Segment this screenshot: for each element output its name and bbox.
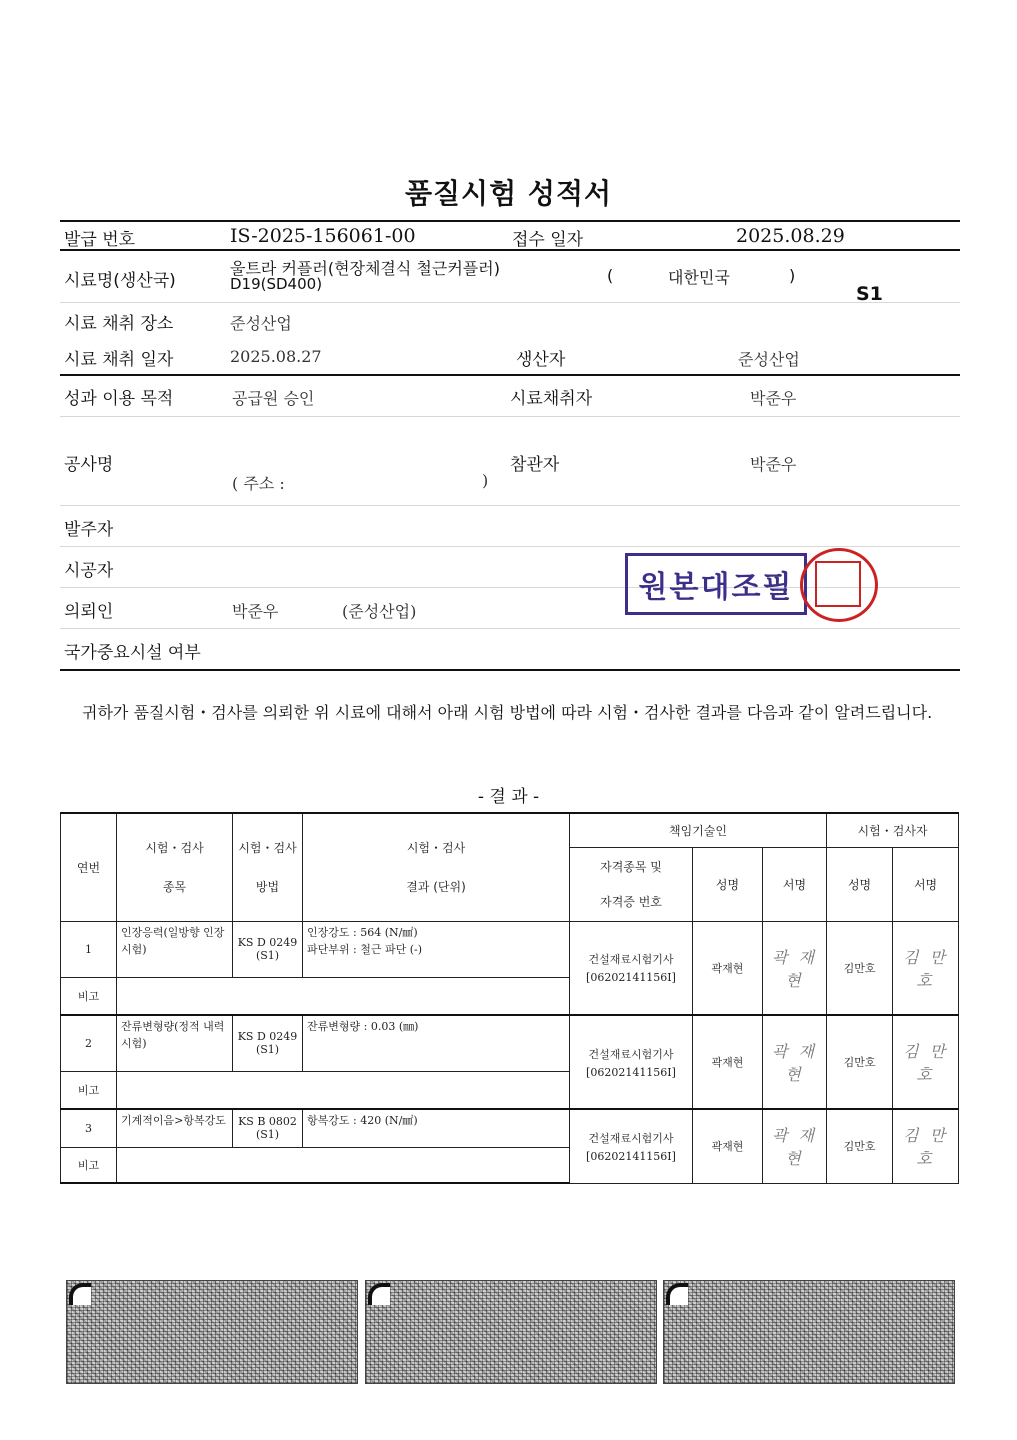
code-corner-icon — [69, 1283, 91, 1305]
row-item-text: 기계적이음>항복강도 — [121, 1114, 226, 1127]
code-corner-icon — [666, 1283, 688, 1305]
row-eng-name: 곽재현 — [693, 1015, 763, 1109]
row-no: 2 — [61, 1015, 117, 1071]
header-no: 연번 — [61, 813, 117, 921]
original-copy-stamp — [625, 553, 807, 615]
row-sample-code: (S1) — [255, 1043, 280, 1057]
row-sample-code: (S1) — [255, 949, 280, 962]
row-remark-value — [117, 977, 570, 1015]
official-seal-icon — [800, 548, 878, 622]
row-eng-name: 곽재현 — [693, 921, 763, 1015]
sampler-label: 시료채취자 — [510, 389, 593, 409]
row-result — [303, 1109, 570, 1147]
intro-text: 귀하가 품질시험・검사를 의뢰한 위 시료에 대해서 아래 시험 방법에 따라 시험・검사한 결과를 다음과 같이 알려드립니다. — [82, 703, 933, 722]
row-no: 1 — [61, 921, 117, 977]
stamp-text: 원본대조필 — [638, 570, 794, 605]
header-rule-6 — [60, 546, 960, 547]
row-result — [303, 1015, 570, 1071]
sample-name-line1: 울트라 커플러(현장체결식 철근커플러) — [230, 259, 500, 278]
header-rule-1 — [60, 249, 960, 251]
header-method-line1: 시험・검사 — [238, 841, 297, 856]
row-qual-no: [06202141156I] — [586, 1149, 676, 1163]
row-method-text: KS D 0249 — [237, 1030, 298, 1044]
row-qualification — [570, 1015, 693, 1109]
header-eng-name: 성명 — [693, 847, 763, 921]
header-method-line2: 방법 — [255, 880, 280, 895]
row-result-line1: 잔류변형량 : 0.03 (㎜) — [307, 1020, 419, 1033]
header-top-rule — [60, 220, 960, 222]
sampler-value: 박준우 — [750, 389, 797, 408]
row-qual: 건설재료시험기사 — [588, 953, 674, 967]
purpose-label: 성과 이용 목적 — [64, 389, 174, 409]
row-result — [303, 921, 570, 977]
row-sample-code: (S1) — [255, 1128, 280, 1142]
header-result — [303, 813, 570, 921]
header-item-line1: 시험・검사 — [145, 841, 204, 856]
row-item-text: 잔류변형량(정적 내력시험) — [121, 1020, 225, 1050]
orderer-label: 발주자 — [64, 520, 114, 540]
country-open-paren: ( — [607, 266, 614, 285]
row-method — [233, 921, 303, 977]
header-tester-name: 성명 — [827, 847, 893, 921]
row-tester-name: 김만호 — [827, 921, 893, 1015]
header-qualification — [570, 847, 693, 921]
project-label: 공사명 — [64, 455, 114, 475]
header-tester: 시험・검사자 — [827, 813, 959, 847]
table-row — [61, 921, 959, 977]
witness-value: 박준우 — [750, 455, 797, 474]
row-tester-signature: 김 만 호 — [893, 921, 959, 1015]
sample-code: S1 — [856, 283, 883, 305]
header-method — [233, 813, 303, 921]
issue-no-value: IS-2025-156061-00 — [230, 225, 416, 247]
client-label: 의뢰인 — [64, 602, 114, 622]
row-method-text: KS B 0802 — [238, 1115, 297, 1129]
header-item — [117, 813, 233, 921]
header-rule-5 — [60, 505, 960, 506]
row-result-line1: 항복강도 : 420 (N/㎟) — [307, 1114, 418, 1127]
client-company: (준성산업) — [342, 602, 417, 621]
header-engineer: 책임기술인 — [570, 813, 827, 847]
document-title: 품질시험 성적서 — [404, 177, 613, 210]
row-tester-signature: 김 만 호 — [893, 1109, 959, 1183]
header-rule-8 — [60, 628, 960, 629]
header-rule-2 — [60, 302, 960, 303]
row-method — [233, 1015, 303, 1071]
header-result-line1: 시험・검사 — [406, 841, 466, 856]
producer-label: 생산자 — [516, 350, 566, 370]
row-item — [117, 1109, 233, 1147]
producer-value: 준성산업 — [738, 350, 800, 369]
row-tester-name: 김만호 — [827, 1015, 893, 1109]
row-remark-label: 비고 — [61, 1147, 117, 1183]
row-tester-name: 김만호 — [827, 1109, 893, 1183]
row-eng-name: 곽재현 — [693, 1109, 763, 1183]
sampling-place-label: 시료 채취 장소 — [64, 314, 174, 334]
code-corner-icon — [368, 1283, 390, 1305]
receipt-date-value: 2025.08.29 — [736, 225, 845, 247]
witness-label: 참관자 — [510, 455, 560, 475]
row-qual-no: [06202141156I] — [586, 1065, 676, 1079]
sampling-date-value: 2025.08.27 — [230, 347, 322, 366]
row-remark-label: 비고 — [61, 977, 117, 1015]
table-row — [61, 1015, 959, 1071]
header-eng-sign: 서명 — [763, 847, 827, 921]
sample-name-label: 시료명(생산국) — [64, 271, 176, 291]
security-code-1 — [66, 1280, 358, 1384]
address-label: ( 주소 : — [232, 474, 285, 493]
header-qual-line2: 자격증 번호 — [600, 895, 662, 909]
row-qual-no: [06202141156I] — [586, 971, 676, 985]
table-row — [61, 1109, 959, 1147]
row-method-text: KS D 0249 — [237, 936, 298, 949]
row-method — [233, 1109, 303, 1147]
security-code-2 — [365, 1280, 657, 1384]
row-qual: 건설재료시험기사 — [588, 1047, 674, 1061]
header-result-line2: 결과 (단위) — [406, 880, 466, 895]
header-qual-line1: 자격종목 및 — [600, 860, 662, 874]
sampling-place-value: 준성산업 — [230, 314, 292, 333]
row-qualification — [570, 921, 693, 1015]
row-remark-value — [117, 1147, 570, 1183]
country-value: 대한민국 — [668, 268, 730, 287]
sample-name-line2: D19(SD400) — [230, 275, 323, 293]
sampling-date-label: 시료 채취 일자 — [64, 350, 174, 370]
country-close-paren: ) — [789, 266, 796, 285]
row-item — [117, 921, 233, 977]
row-tester-signature: 김 만 호 — [893, 1015, 959, 1109]
client-value: 박준우 — [232, 602, 279, 621]
issue-no-label: 발급 번호 — [64, 230, 136, 250]
header-item-line2: 종목 — [162, 880, 187, 895]
row-no: 3 — [61, 1109, 117, 1147]
national-facility-label: 국가중요시설 여부 — [64, 643, 201, 663]
row-eng-signature: 곽 재 현 — [763, 1015, 827, 1109]
row-item-text: 인장응력(일방향 인장 시험) — [121, 925, 225, 956]
row-item — [117, 1015, 233, 1071]
purpose-value: 공급원 승인 — [232, 389, 315, 408]
header-bottom-rule — [60, 669, 960, 671]
row-result-line1: 인장강도 : 564 (N/㎟) — [307, 925, 418, 939]
address-close-paren: ) — [482, 471, 489, 490]
contractor-label: 시공자 — [64, 561, 114, 581]
header-tester-sign: 서명 — [893, 847, 959, 921]
row-eng-signature: 곽 재 현 — [763, 1109, 827, 1183]
row-qual: 건설재료시험기사 — [588, 1131, 674, 1145]
header-rule-3 — [60, 374, 960, 376]
results-table — [60, 812, 959, 1184]
security-code-3 — [663, 1280, 955, 1384]
header-rule-4 — [60, 416, 960, 417]
row-remark-label: 비고 — [61, 1071, 117, 1109]
row-eng-signature: 곽 재 현 — [763, 921, 827, 1015]
receipt-date-label: 접수 일자 — [512, 230, 584, 250]
row-remark-value — [117, 1071, 570, 1109]
row-result-line2: 파단부위 : 철근 파단 (-) — [307, 942, 422, 956]
row-qualification — [570, 1109, 693, 1183]
results-heading: - 결 과 - — [477, 787, 540, 807]
